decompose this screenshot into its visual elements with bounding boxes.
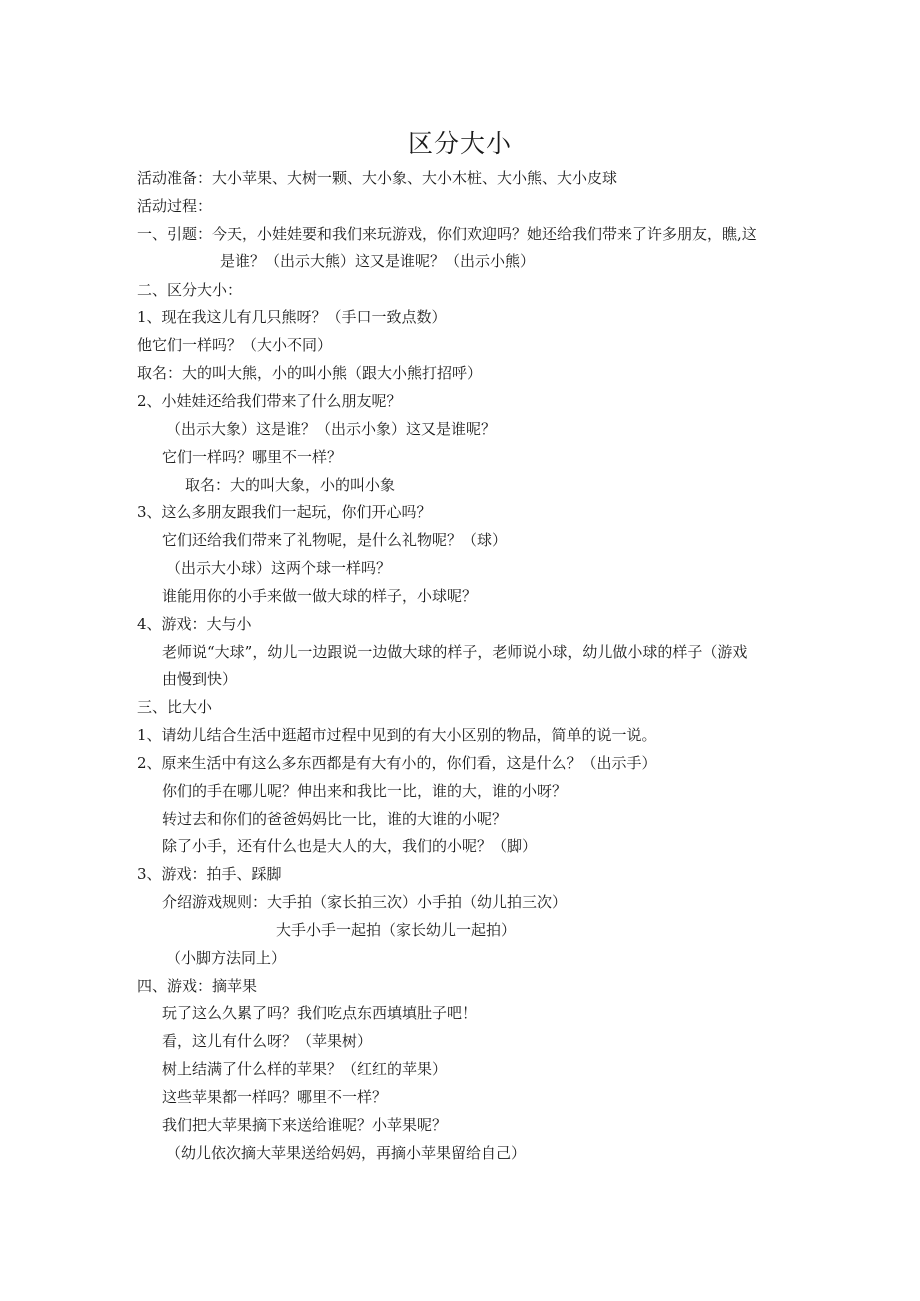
text-line: 转过去和你们的爸爸妈妈比一比，谁的大谁的小呢？ [162, 810, 508, 828]
text-line: 2、原来生活中有这么多东西都是有大有小的，你们看，这是什么？（出示手） [137, 754, 657, 772]
text-line: 看，这儿有什么呀？（苹果树） [162, 1032, 373, 1050]
text-line: 4、游戏：大与小 [137, 615, 252, 633]
text-line: 取名：大的叫大熊，小的叫小熊（跟大小熊打招呼） [137, 364, 483, 382]
section-3-heading: 三、比大小 [137, 698, 213, 716]
text-line: 它们还给我们带来了礼物呢，是什么礼物呢？（球） [162, 531, 508, 549]
text-line: 大手小手一起拍（家长幼儿一起拍） [276, 921, 517, 939]
text-line: 老师说“大球”，幼儿一边跟说一边做大球的样子，老师说小球，幼儿做小球的样子（游戏 [162, 643, 748, 661]
text-line: 我们把大苹果摘下来送给谁呢？小苹果呢？ [162, 1116, 448, 1134]
text-line: 3、游戏：拍手、踩脚 [137, 865, 282, 883]
section-4-heading: 四、游戏：摘苹果 [137, 977, 258, 995]
text-line: 它们一样吗？哪里不一样？ [162, 448, 343, 466]
process-heading: 活动过程： [137, 197, 213, 215]
text-line: 是谁？（出示大熊）这又是谁呢？（出示小熊） [220, 252, 536, 270]
text-line: 介绍游戏规则：大手拍（家长拍三次）小手拍（幼儿拍三次） [162, 893, 568, 911]
text-line: （出示大象）这是谁？（出示小象）这又是谁呢？ [166, 420, 497, 438]
section-2-heading: 二、区分大小： [137, 281, 243, 299]
page-title: 区分大小 [407, 129, 512, 158]
text-line: 2、小娃娃还给我们带来了什么朋友呢？ [137, 392, 402, 410]
prep-line: 活动准备：大小苹果、大树一颗、大小象、大小木桩、大小熊、大小皮球 [137, 169, 618, 187]
text-line: 取名：大的叫大象，小的叫小象 [185, 476, 396, 494]
text-line: 1、现在我这儿有几只熊呀？（手口一致点数） [137, 308, 447, 326]
text-line: 谁能用你的小手来做一做大球的样子，小球呢？ [162, 587, 478, 605]
text-line: 他它们一样吗？（大小不同） [137, 336, 333, 354]
section-1-heading: 一、引题：今天，小娃娃要和我们来玩游戏，你们欢迎吗？她还给我们带来了许多朋友，瞧,这 [137, 225, 757, 243]
text-line: 1、请幼儿结合生活中逛超市过程中见到的有大小区别的物品，简单的说一说。 [137, 726, 657, 744]
text-line: （出示大小球）这两个球一样吗？ [166, 559, 392, 577]
text-line: 由慢到快） [162, 670, 238, 688]
text-line: 玩了这么久累了吗？我们吃点东西填填肚子吧！ [162, 1004, 478, 1022]
text-line: （幼儿依次摘大苹果送给妈妈，再摘小苹果留给自己） [166, 1144, 527, 1162]
text-line: （小脚方法同上） [166, 949, 287, 967]
text-line: 除了小手，还有什么也是大人的大，我们的小呢？（脚） [162, 837, 538, 855]
text-line: 你们的手在哪儿呢？伸出来和我比一比，谁的大，谁的小呀？ [162, 782, 568, 800]
text-line: 3、这么多朋友跟我们一起玩，你们开心吗？ [137, 503, 432, 521]
text-line: 这些苹果都一样吗？哪里不一样？ [162, 1088, 388, 1106]
text-line: 树上结满了什么样的苹果？（红红的苹果） [162, 1060, 448, 1078]
